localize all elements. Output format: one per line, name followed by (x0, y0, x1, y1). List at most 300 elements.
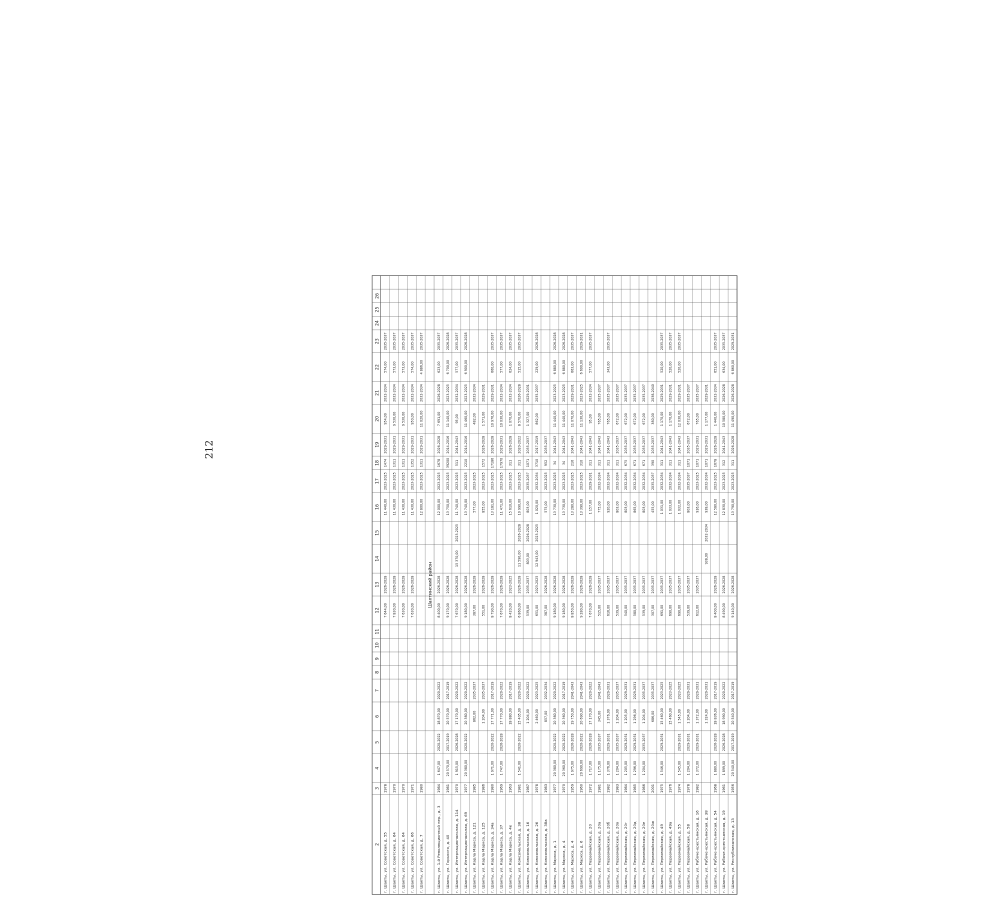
row-cell: 1311 (419, 458, 424, 468)
row-cell: 2020-2022 (517, 733, 522, 752)
row-cell: 2032-2034 (535, 472, 540, 491)
row-cell: 2026-2028 (463, 332, 468, 351)
row-cell: 2023-2025 (552, 472, 557, 491)
row-cell: 11 490,00 (731, 410, 736, 428)
row-year: 1981 (597, 783, 602, 793)
row-cell: 7 830,00 (392, 603, 397, 618)
row-year: 1982 (695, 783, 700, 793)
header-col-number: 7 (375, 689, 381, 692)
row-cell: 2023-2025 (454, 524, 459, 542)
row-address: г. Шахты, ул. Первомайская, д. 20г (623, 822, 629, 893)
row-cell: 1 032,00 (677, 499, 682, 515)
row-cell: 623,00 (437, 361, 442, 373)
row-cell: 2026-2028 (499, 575, 504, 594)
row-year: 1963 (508, 783, 513, 793)
row-cell: 2026-2028 (722, 733, 727, 752)
row-cell: 1474 (383, 458, 388, 468)
row-cell: 2041-2043 (588, 435, 593, 454)
row-cell: 20 690,00 (579, 759, 584, 777)
row-cell: 2026-2028 (713, 575, 718, 594)
row-cell: 2020-2022 (552, 681, 557, 700)
row-cell: 2029-2031 (659, 384, 664, 402)
row-cell: 520,00 (677, 361, 682, 373)
header-col-number: 8 (375, 670, 381, 674)
row-cell: 1 324,00 (704, 709, 709, 724)
row-cell: 2020-2022 (552, 733, 557, 752)
header-col-number: 3 (375, 786, 381, 790)
row-cell: 9 530,00 (401, 411, 406, 427)
row-cell: 686,00 (650, 710, 655, 723)
row-cell: 15 405,00 (517, 708, 522, 725)
row-cell: 2032-2034 (624, 472, 629, 491)
row-cell: 455,00 (650, 501, 655, 513)
row-cell: 1 376,00 (606, 709, 611, 724)
row-cell: 2035-2037 (490, 332, 495, 351)
row-cell: 2023-2025 (517, 472, 522, 491)
row-cell: 577,00 (472, 501, 477, 513)
row-cell: 1 204,00 (615, 709, 620, 724)
row-cell: 2026-2028 (588, 575, 593, 594)
row-cell: 2032-2034 (588, 384, 593, 402)
row-cell: 803,00 (686, 501, 691, 513)
row-cell: 11 430,00 (410, 498, 415, 516)
row-cell: 12 830,00 (722, 498, 727, 516)
row-cell: 6 880,00 (561, 359, 566, 375)
row-cell: 2017-2019 (731, 733, 736, 752)
row-address: г. Шахты, ул. Рабоче-крестьянская, д. 19 (721, 810, 727, 893)
row-cell: 2032-2034 (472, 384, 477, 402)
row-cell: 2029-2031 (570, 384, 575, 402)
row-cell: 2023-2025 (463, 472, 468, 491)
row-cell: 2032-2034 (499, 384, 504, 402)
table-scan (95, 265, 1000, 905)
row-cell: 2041-2043 (597, 435, 602, 454)
row-cell: 20 570,00 (445, 708, 450, 725)
row-cell: 13 390,00 (579, 498, 584, 516)
row-cell: 2035-2037 (686, 575, 691, 594)
row-cell: 2029-2031 (606, 733, 611, 752)
row-cell: 1 204,00 (481, 709, 486, 724)
row-cell: 2023-2025 (668, 681, 673, 700)
row-address: г. Шахты, ул. Первомайская, д. 58 (685, 824, 691, 893)
row-cell: 343,00 (606, 361, 611, 373)
row-cell: 6 880,00 (552, 359, 557, 375)
row-year: 1971 (410, 783, 415, 793)
row-cell: 2023-2025 (535, 681, 540, 700)
row-cell: 2026-2028 (579, 575, 584, 594)
row-cell: 672,00 (615, 413, 620, 425)
row-cell: 1 175,00 (597, 760, 602, 776)
row-cell: 2017-2019 (713, 681, 718, 700)
row-cell: 765,00 (695, 413, 700, 425)
row-cell: 2017-2019 (490, 681, 495, 700)
row-cell: 2023-2025 (535, 524, 540, 542)
row-cell: 2026-2028 (526, 524, 531, 542)
row-cell: 2029-2031 (383, 435, 388, 454)
row-cell: 1 296,00 (633, 709, 638, 724)
row-cell: 803,00 (624, 501, 629, 513)
row-cell: 624,00 (508, 361, 513, 373)
row-cell: 2029-2031 (695, 435, 700, 454)
row-year: 1976 (668, 783, 673, 793)
row-cell: 520,00 (668, 361, 673, 373)
row-cell: 2035-2037 (615, 733, 620, 752)
row-cell: 2041-2043 (552, 435, 557, 454)
row-cell: 2041-2043 (606, 435, 611, 454)
row-year: 1961 (722, 783, 727, 793)
row-address: г. Шахты, ул. Рабоче-крестьянская, д. 54 (712, 810, 718, 893)
row-cell: 2026-2028 (445, 575, 450, 594)
row-cell: 2035-2037 (437, 332, 442, 351)
row-cell: 7 670,00 (588, 603, 593, 618)
row-cell: 2026-2028 (508, 435, 513, 454)
row-cell: 11 460,00 (463, 410, 468, 428)
row-cell: 2023-2025 (561, 384, 566, 402)
row-cell: 2041-2043 (579, 681, 584, 700)
row-cell: 2035-2037 (686, 472, 691, 491)
row-cell: 2032-2034 (508, 384, 513, 402)
row-cell: 1 170,00 (668, 411, 673, 427)
row-year: 1956 (731, 783, 736, 793)
row-cell: 34 (561, 460, 566, 466)
row-cell: 634,00 (722, 361, 727, 373)
row-cell: 2029-2031 (401, 435, 406, 454)
row-cell: 1 204,00 (642, 709, 647, 724)
row-cell: 690,00 (677, 604, 682, 617)
row-cell: 2035-2037 (624, 384, 629, 402)
row-year: 1960 (579, 783, 584, 793)
row-cell: 2026-2028 (401, 575, 406, 594)
row-cell: 2035-2037 (606, 332, 611, 351)
row-cell: 6 860,00 (517, 603, 522, 618)
row-cell: 2035-2037 (526, 435, 531, 454)
row-cell: 2035-2037 (650, 681, 655, 700)
row-cell: 2035-2037 (392, 332, 397, 351)
row-cell: 2026-2028 (454, 733, 459, 752)
row-address: г. Шахты, ул. Советская, д. 66 (409, 832, 415, 893)
row-year: 1972 (588, 783, 593, 793)
row-cell: 2026-2028 (722, 384, 727, 402)
row-address: г. Шахты, ул. Карла Маркса, д. 125 (480, 822, 486, 893)
row-cell: 2035-2037 (481, 681, 486, 700)
row-cell: 2023-2025 (463, 384, 468, 402)
row-cell: 2023-2025 (437, 472, 442, 491)
row-cell: 2035-2037 (686, 384, 691, 402)
row-year: 1969 (499, 783, 504, 793)
row-cell: 1352 (410, 458, 415, 468)
row-cell: 2029-2031 (499, 435, 504, 454)
row-cell: 2035-2037 (535, 384, 540, 402)
row-cell: 2041-2043 (579, 435, 584, 454)
row-cell: 310 (579, 459, 584, 467)
row-cell: 10 580,00 (722, 410, 727, 428)
row-cell: 11 740,00 (454, 498, 459, 516)
row-cell: 2026-2028 (588, 733, 593, 752)
row-cell: 2035-2037 (508, 332, 513, 351)
row-cell: 216 (570, 459, 575, 467)
row-cell: 2041-2043 (722, 435, 727, 454)
row-year: 1986 (481, 783, 486, 793)
row-cell: 2026-2028 (731, 384, 736, 402)
row-cell: 311 (668, 459, 673, 467)
row-address: г. Шахты, ул. Интернациональная, д. 69 (462, 811, 468, 893)
row-address: г. Шахты, ул. Первомайская, д. 20е (641, 821, 647, 893)
row-cell: 11 471,00 (499, 498, 504, 516)
row-cell: 1 545,00 (677, 709, 682, 724)
row-cell: 855,00 (481, 501, 486, 513)
row-address: г. Шахты, ул. Советская, д. 64 (400, 832, 406, 893)
row-cell: 11 440,00 (552, 410, 557, 428)
row-cell: 2023-2025 (552, 384, 557, 402)
row-cell: 8 790,00 (490, 603, 495, 618)
row-cell: 1 205,00 (624, 760, 629, 776)
row-cell: 672,00 (624, 413, 629, 425)
header-col-number: 25 (375, 306, 381, 313)
row-address: г. Шахты, ул. Комсомольская, д. 16 (525, 821, 531, 893)
row-address: г. Шахты, ул. Советская, д. 7 (418, 834, 424, 893)
row-cell: 1 177,00 (704, 411, 709, 427)
row-cell: 803,00 (526, 501, 531, 513)
row-cell: 2023-2025 (383, 472, 388, 491)
header-col-number: 24 (375, 320, 381, 326)
row-cell: 2029-2031 (704, 435, 709, 454)
row-cell: 865,00 (633, 501, 638, 513)
row-cell: 2026-2028 (722, 575, 727, 594)
row-address: г. Шахты, ул. Маркса, д. 4 (560, 840, 566, 893)
row-cell: 2026-2028 (454, 575, 459, 594)
row-cell: 1 915,00 (454, 760, 459, 776)
row-cell: 580,00 (633, 604, 638, 617)
row-cell: 18 880,00 (508, 708, 513, 725)
header-col-number: 16 (375, 504, 381, 510)
row-cell: 862,00 (472, 710, 477, 723)
row-cell: 2035-2037 (383, 332, 388, 351)
row-cell: 2035-2037 (677, 575, 682, 594)
row-address: г. Шахты, ул. Первомайская, д. 49 (658, 824, 664, 893)
row-cell: 4 886,00 (419, 359, 424, 375)
header-col-number: 9 (375, 657, 381, 661)
page-number: 212 (204, 439, 216, 460)
row-address: г. Шахты, ул. Рабоче-крестьянская, д. 38 (703, 810, 709, 893)
row-cell: 2035-2037 (606, 384, 611, 402)
row-cell: 663,00 (570, 361, 575, 373)
row-cell: 15 460,00 (659, 708, 664, 725)
row-cell: 6 860,00 (731, 359, 736, 375)
row-cell: 857,00 (544, 710, 549, 723)
row-cell: 671 (633, 459, 638, 467)
row-cell: 2032-2034 (597, 472, 602, 491)
row-cell: 672,00 (633, 413, 638, 425)
header-col-number: 10 (375, 642, 381, 649)
row-cell: 2026-2028 (392, 575, 397, 594)
row-cell: 2035-2037 (419, 332, 424, 351)
row-cell: 1 204,00 (642, 760, 647, 776)
row-cell: 803,00 (642, 501, 647, 513)
row-year: 1975 (659, 783, 664, 793)
row-cell: 6 600,00 (579, 359, 584, 375)
row-cell: 540,00 (624, 604, 629, 617)
row-cell: 2035-2037 (668, 332, 673, 351)
row-cell: 573,00 (401, 361, 406, 373)
row-address: г. Шахты, ул. Первомайская, д. 20а (596, 821, 602, 893)
row-cell: 2032-2034 (704, 472, 709, 491)
row-cell: 17 170,00 (588, 708, 593, 725)
row-year: 1970 (561, 783, 566, 793)
row-cell: 15 610,00 (508, 498, 513, 516)
row-cell: 2032-2034 (410, 384, 415, 402)
row-cell: 2026-2028 (472, 575, 477, 594)
row-cell: 672,00 (642, 413, 647, 425)
row-cell: 1071 (695, 458, 700, 468)
row-cell: 1 975,00 (570, 760, 575, 776)
row-cell: 2023-2025 (499, 472, 504, 491)
row-address: г. Шахты, ул. Первомайская, д. 20 (587, 824, 593, 893)
row-cell: 2023-2025 (731, 472, 736, 491)
row-cell: 2035-2037 (633, 575, 638, 594)
row-cell: 2023-2025 (508, 575, 513, 594)
row-cell: 2023-2025 (544, 472, 549, 491)
row-cell: 17 170,00 (454, 708, 459, 725)
row-cell: 2032-2034 (615, 472, 620, 491)
row-cell: 2032-2034 (633, 472, 638, 491)
row-cell: 12 943,00 (535, 550, 540, 567)
row-cell: 954,00 (383, 413, 388, 425)
row-cell: 2020-2022 (561, 733, 566, 752)
row-cell: 2029-2031 (695, 733, 700, 752)
row-cell: 2032-2034 (606, 472, 611, 491)
header-col-number: 18 (375, 460, 381, 466)
row-cell: 2014-2016 (463, 435, 468, 454)
row-cell: 950,00 (410, 413, 415, 425)
row-cell: 539,00 (642, 604, 647, 617)
row-cell: 2035-2037 (642, 575, 647, 594)
row-cell: 2026-2028 (517, 524, 522, 542)
row-cell: 2017-2019 (535, 435, 540, 454)
row-cell: 520,00 (659, 361, 664, 373)
row-cell: 2020-2022 (722, 681, 727, 700)
row-cell: 2023-2025 (579, 384, 584, 402)
row-cell: 2026-2028 (731, 435, 736, 454)
row-cell: 2029-2031 (490, 384, 495, 402)
row-cell: 2035-2037 (472, 681, 477, 700)
row-cell: 8 850,00 (570, 603, 575, 618)
row-cell: 2023-2025 (695, 472, 700, 491)
row-cell: 2029-2031 (579, 332, 584, 351)
row-cell: 20 540,00 (731, 708, 736, 725)
row-address: г. Шахты, ул. Карла Маркса, д. 121 (471, 822, 477, 893)
row-cell: 20 380,00 (552, 708, 557, 725)
row-cell: 2023-2025 (535, 575, 540, 594)
row-cell: 2026-2028 (535, 332, 540, 351)
row-cell: 7 670,00 (454, 603, 459, 618)
row-cell: 9 180,00 (463, 603, 468, 618)
row-cell: 2032-2034 (392, 384, 397, 402)
row-cell: 1 546,00 (659, 760, 664, 776)
row-cell: 577,00 (499, 361, 504, 373)
row-address: г. Шахты, ул. Первомайская, д. 20б (605, 821, 611, 893)
row-cell: 1 647,00 (437, 760, 442, 776)
row-cell: 671 (642, 459, 647, 467)
header-col-number: 11 (375, 628, 381, 635)
row-cell: 2020-2022 (517, 435, 522, 454)
header-col-number: 21 (375, 390, 381, 396)
row-cell: 17 771,00 (490, 708, 495, 725)
row-cell: 311 (659, 459, 664, 467)
district-heading: Шахтинский район (428, 561, 434, 609)
row-cell: 2032-2034 (668, 472, 673, 491)
row-cell: 2035-2037 (597, 384, 602, 402)
row-cell: 2017-2019 (445, 733, 450, 752)
row-cell: 1071 (526, 458, 531, 468)
row-cell: 2035-2037 (526, 472, 531, 491)
row-cell: 1 170,00 (659, 411, 664, 427)
row-cell: 17 770,00 (499, 708, 504, 725)
row-cell: 573,00 (392, 361, 397, 373)
row-cell: 7 670,00 (499, 603, 504, 618)
row-cell: 13 730,00 (561, 498, 566, 516)
row-cell: 612,00 (695, 604, 700, 617)
row-cell: 2041-2043 (677, 435, 682, 454)
row-cell: 2026-2028 (463, 575, 468, 594)
row-cell: 2035-2037 (686, 435, 691, 454)
row-cell: 1 545,00 (677, 760, 682, 776)
row-cell: 311 (731, 459, 736, 467)
row-cell: 1 204,00 (615, 760, 620, 776)
row-cell: 2035-2037 (633, 435, 638, 454)
row-cell: 11 130,00 (579, 410, 584, 428)
row-cell: 1 204,00 (686, 760, 691, 776)
row-year: 1978 (383, 783, 388, 793)
row-address: г. Шахты, ул. Первомайская, д. 20ж (649, 820, 655, 893)
row-cell: 2032-2034 (677, 472, 682, 491)
row-cell: 660,00 (490, 361, 495, 373)
row-cell: 13 280,00 (570, 498, 575, 516)
row-cell: 2035-2037 (695, 575, 700, 594)
row-cell: 8 420,00 (508, 603, 513, 618)
row-year: 1984 (437, 783, 442, 793)
row-year: 1982 (606, 783, 611, 793)
row-cell: 2020-2022 (526, 681, 531, 700)
row-cell: 1 571,00 (481, 411, 486, 427)
row-cell: 2035-2037 (633, 384, 638, 402)
row-cell: 2041-2043 (454, 435, 459, 454)
row-cell: 2023-2025 (410, 472, 415, 491)
row-cell: 1 717,00 (588, 760, 593, 776)
row-address: г. Шахты, ул. Карла Маркса, д. 4е (507, 824, 513, 893)
row-address: г. Шахты, ул. Первомайская, д. 55 (676, 824, 682, 893)
row-cell: 2029-2031 (419, 435, 424, 454)
row-cell: 2035-2037 (588, 332, 593, 351)
row-cell: 2035-2037 (615, 681, 620, 700)
row-cell: 2023-2025 (419, 472, 424, 491)
row-cell: 11 440,00 (383, 498, 388, 516)
row-cell: 1 031,00 (659, 499, 664, 515)
header-col-number: 4 (375, 766, 381, 770)
row-cell: 20 360,00 (561, 759, 566, 777)
row-year: 1987 (526, 783, 531, 793)
row-cell: 2026-2028 (561, 575, 566, 594)
row-year: 1978 (686, 783, 691, 793)
row-cell: 20 540,00 (731, 759, 736, 777)
row-cell: 2020-2022 (437, 733, 442, 752)
row-cell: 2035-2037 (624, 575, 629, 594)
row-cell: 2035-2037 (642, 681, 647, 700)
row-cell: 2035-2037 (650, 435, 655, 454)
row-cell: 9 280,00 (579, 603, 584, 618)
row-cell: 2035-2037 (499, 332, 504, 351)
row-cell: 7 630,00 (410, 603, 415, 618)
row-cell: 2035-2037 (677, 332, 682, 351)
